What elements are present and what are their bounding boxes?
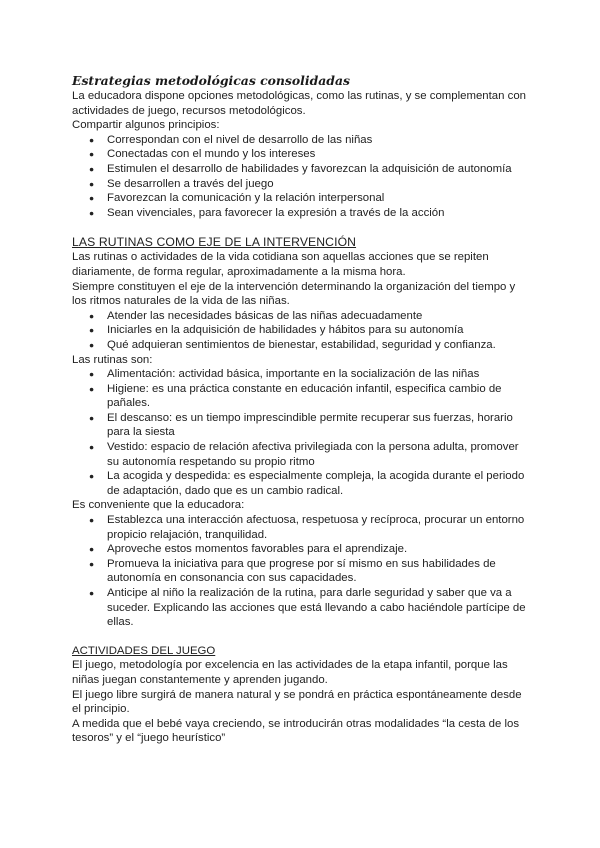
list-item: ● Vestido: espacio de relación afectiva privilegiada con la persona adulta, promover su autonomía respetando su propio ritmo — [72, 440, 532, 469]
list-item: ● Aproveche estos momentos favorables para el aprendizaje. — [72, 542, 532, 557]
list-item: ● Establezca una interacción afectuosa, respetuosa y recíproca, procurar un entorno propicio relajación, tranquilidad. — [72, 513, 532, 542]
educator-lead: Es conveniente que la educadora: — [72, 499, 245, 512]
games-paragraph-3: A medida que el bebé vaya creciendo, se introducirán otras modalidades “la cesta de los tesoros” y el “juego heurístico” — [72, 717, 520, 745]
list-item: ● Anticipe al niño la realización de la rutina, para darle seguridad y saber que va a suceder. Explicando las acciones que está llevando a cabo haciéndole partícipe de ellas. — [72, 586, 532, 630]
routines-paragraph-1: Las rutinas o actividades de la vida cotidiana son aquellas acciones que se repiten diariamente, de forma regular, aproximadamente a la misma hora. — [72, 251, 489, 278]
routines-goals-list — [72, 309, 532, 353]
list-item: ● Iniciarles en la adquisición de habilidades y hábitos para su autonomía — [72, 323, 532, 338]
list-item: ● Qué adquieran sentimientos de bienestar, estabilidad, seguridad y confianza. — [72, 338, 532, 353]
routines-paragraph-2: Siempre constituyen el eje de la intervención determinando la organización del tiempo y los ritmos naturales de la vida de las niñas. — [72, 280, 516, 308]
list-item: ● Atender las necesidades básicas de las niñas adecuadamente — [72, 309, 532, 324]
list-item: ● Sean vivenciales, para favorecer la expresión a través de la acción — [72, 206, 532, 221]
list-item: ● Se desarrollen a través del juego — [72, 177, 532, 192]
list-item: ● Higiene: es una práctica constante en educación infantil, especifica cambio de pañales. — [72, 382, 532, 411]
games-paragraph-1: El juego, metodología por excelencia en las actividades de la etapa infantil, porque las niñas juegan constantemente y aprenden jugando. — [72, 659, 508, 686]
principles-list — [72, 133, 532, 221]
list-item: ● El descanso: es un tiempo imprescindible permite recuperar sus fuerzas, horario para la siesta — [72, 411, 532, 440]
list-item: ● Correspondan con el nivel de desarrollo de las niñas — [72, 133, 532, 148]
routines-types-lead: Las rutinas son: — [72, 353, 153, 366]
intro-paragraph: La educadora dispone opciones metodológicas, como las rutinas, y se complementan con actividades de juego, recursos metodológicos. — [72, 90, 526, 117]
educator-list — [72, 513, 532, 630]
list-item: ● Conectadas con el mundo y los intereses — [72, 147, 532, 162]
list-item: ● Alimentación: actividad básica, importante en la socialización de las niñas — [72, 367, 532, 382]
section-title: Estrategias metodológicas consolidadas — [72, 73, 350, 88]
routines-types-list — [72, 367, 532, 498]
list-item: ● Favorezcan la comunicación y la relación interpersonal — [72, 191, 532, 206]
list-item: ● Promueva la iniciativa para que progrese por sí mismo en sus habilidades de autonomía en consonancia con sus capacidades. — [72, 557, 532, 586]
list-item: ● La acogida y despedida: es especialmente compleja, la acogida durante el periodo de adaptación, dado que es un cambio radical. — [72, 469, 532, 498]
games-heading: ACTIVIDADES DEL JUEGO — [72, 644, 216, 657]
routines-heading: LAS RUTINAS COMO EJE DE LA INTERVENCIÓN — [72, 235, 357, 250]
principles-lead: Compartir algunos principios: — [72, 119, 220, 132]
list-item: ● Estimulen el desarrollo de habilidades y favorezcan la adquisición de autonomía — [72, 162, 532, 177]
document-page — [72, 72, 532, 746]
games-paragraph-2: El juego libre surgirá de manera natural y se pondrá en práctica espontáneamente desde el principio. — [72, 688, 522, 716]
